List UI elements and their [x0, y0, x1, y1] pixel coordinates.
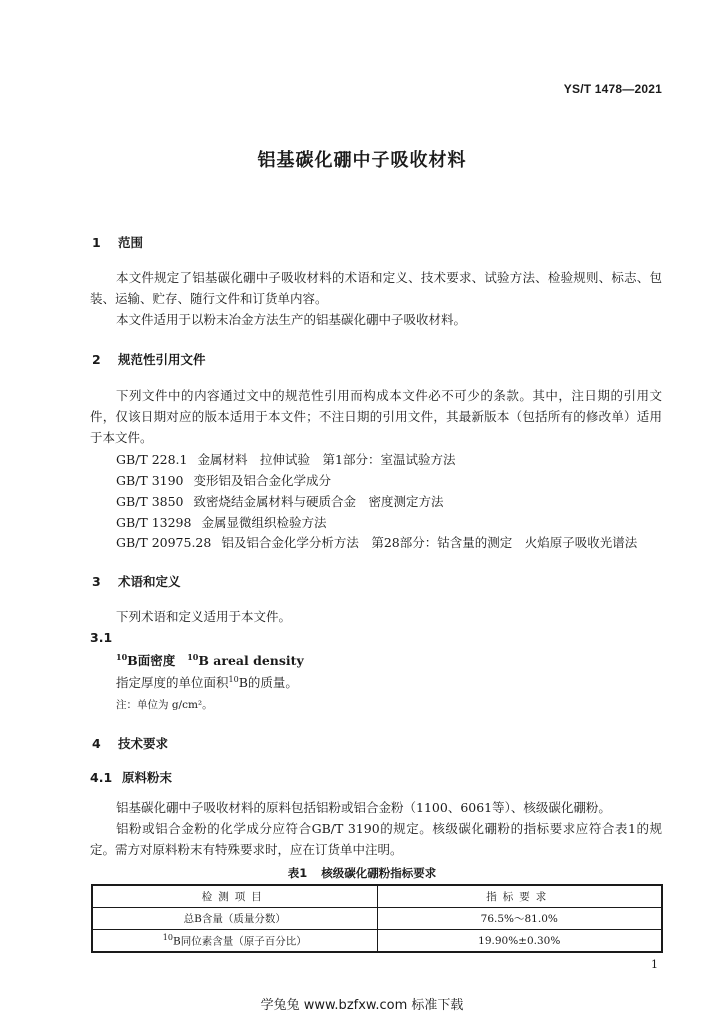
refs-intro-paragraph: 下列文件中的内容通过文中的规范性引用而构成本文件必不可少的条款。其中，注日期的引用文件，仅该日期对应的版本适用于本文件；不注日期的引用文件，其最新版本（包括所有的修改单）适用于本文件。	[90, 388, 662, 445]
isotope-mark: 10	[116, 651, 128, 662]
subsection-number: 4.1	[90, 770, 113, 785]
table-cell-value: 76.5%～81.0%	[377, 908, 662, 930]
section-4-heading	[92, 734, 168, 752]
term-chinese: B面密度	[127, 653, 176, 668]
subsection-4-1-heading	[90, 768, 172, 786]
section-number: 1	[92, 235, 101, 250]
document-title: 铝基碳化硼中子吸收材料	[257, 150, 467, 171]
watermark-text: 学兔兔 www.bzfxw.com 标准下载	[260, 998, 464, 1013]
table-cell-value: 19.90%±0.30%	[377, 930, 662, 953]
table-cell-item: $^{10}$B同位素含量（原子百分比）	[92, 930, 377, 953]
reference-name: 金属材料 拉伸试验 第1部分：室温试验方法	[197, 452, 456, 467]
reference-item	[116, 492, 444, 510]
isotope-mark: 10	[187, 651, 199, 662]
table-caption	[0, 865, 724, 881]
subsection-title: 原料粉末	[122, 770, 173, 785]
spec-table	[91, 884, 663, 953]
reference-item	[116, 471, 331, 489]
section-title: 术语和定义	[118, 574, 181, 589]
term-note	[116, 697, 213, 712]
section-3-heading	[92, 572, 181, 590]
tech-paragraph-2: 铝粉或铝合金粉的化学成分应符合GB/T 3190的规定。核级碳化硼粉的指标要求应符合表1的规定。需方对原料粉末有特殊要求时，应在订货单中注明。	[90, 821, 662, 857]
reference-code: GB/T 3190	[116, 473, 184, 488]
term-entry	[116, 651, 304, 669]
note-text: 单位为 g/cm²。	[137, 699, 213, 711]
reference-item	[116, 450, 455, 468]
standard-number: YS/T 1478—2021	[563, 82, 662, 96]
section-number: 3	[92, 574, 101, 589]
table-header-row	[92, 885, 662, 908]
term-definition: 指定厚度的单位面积$^{10}$B的质量。	[116, 674, 298, 690]
note-label: 注：	[116, 699, 137, 711]
section-1-heading	[92, 233, 143, 251]
reference-code: GB/T 228.1	[116, 452, 188, 467]
table-number: 表1	[287, 866, 308, 880]
reference-name: 变形铝及铝合金化学成分	[193, 473, 332, 488]
section-title: 技术要求	[118, 736, 169, 751]
scope-paragraph-2: 本文件适用于以粉末冶金方法生产的铝基碳化硼中子吸收材料。	[116, 312, 467, 327]
section-number: 2	[92, 352, 101, 367]
terms-intro-paragraph: 下列术语和定义适用于本文件。	[116, 609, 292, 624]
section-2-heading	[92, 350, 206, 368]
reference-item	[116, 533, 637, 551]
table-row	[92, 930, 662, 953]
reference-name: 致密烧结金属材料与硬质合金 密度测定方法	[193, 494, 444, 509]
tech-paragraph-1: 铝基碳化硼中子吸收材料的原料包括铝粉或铝合金粉（1100、6061等）、核级碳化硼粉。	[116, 800, 611, 815]
column-header: 指标要求	[377, 885, 662, 908]
term-english: B areal density	[198, 653, 304, 668]
reference-name: 金属显微组织检验方法	[201, 515, 327, 530]
column-header: 检测项目	[92, 885, 377, 908]
section-title: 规范性引用文件	[118, 352, 206, 367]
page-number: 1	[651, 958, 658, 971]
section-title: 范围	[118, 235, 144, 250]
reference-code: GB/T 3850	[116, 494, 184, 509]
reference-code: GB/T 20975.28	[116, 535, 212, 550]
section-number: 4	[92, 736, 101, 751]
reference-code: GB/T 13298	[116, 515, 192, 530]
table-cell-item: 总B含量（质量分数）	[92, 908, 377, 930]
table-row	[92, 908, 662, 930]
term-number: 3.1	[90, 630, 113, 645]
reference-item	[116, 513, 326, 531]
scope-paragraph-1: 本文件规定了铝基碳化硼中子吸收材料的术语和定义、技术要求、试验方法、检验规则、标志、包装、运输、贮存、随行文件和订货单内容。	[90, 270, 662, 306]
table-title: 核级碳化硼粉指标要求	[321, 866, 437, 880]
reference-name: 铝及铝合金化学分析方法 第28部分：钴含量的测定 火焰原子吸收光谱法	[221, 535, 638, 550]
